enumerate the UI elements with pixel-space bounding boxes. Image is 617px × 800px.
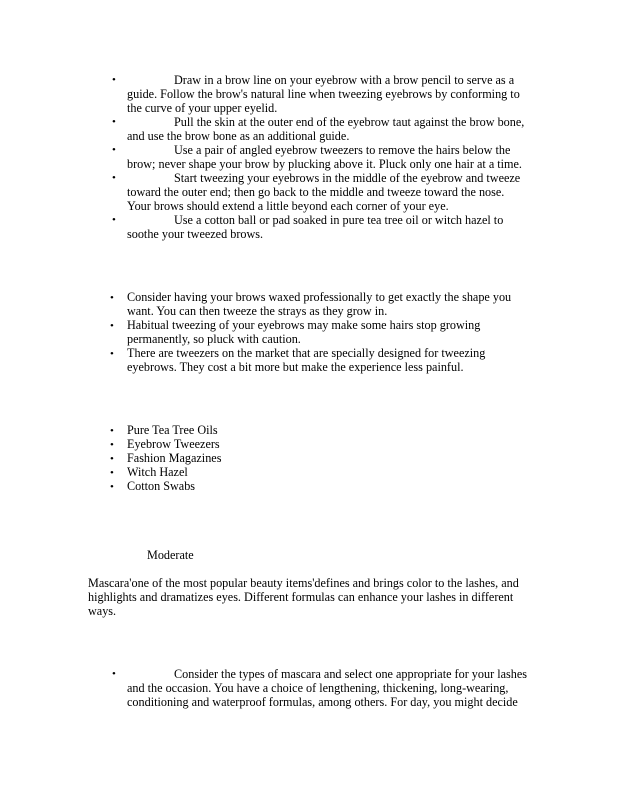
bullet: • bbox=[112, 668, 116, 680]
list-item bbox=[110, 437, 527, 451]
list-item bbox=[112, 171, 527, 213]
thing-text: Fashion Magazines bbox=[127, 451, 222, 465]
tips-list bbox=[110, 290, 527, 374]
bullet: • bbox=[110, 453, 114, 465]
step-text: Pull the skin at the outer end of the eyebrow taut against the brow bone, and use the brow bone as an additional guide. bbox=[127, 115, 525, 143]
step-text: Use a cotton ball or pad soaked in pure tea tree oil or witch hazel to soothe your tweezed brows. bbox=[127, 213, 504, 241]
mascara-intro-paragraph: Mascara'one of the most popular beauty items'defines and brings color to the lashes, and highlights and dramatizes eyes. Different formulas can enhance your lashes in different ways. bbox=[88, 576, 519, 618]
list-item bbox=[110, 318, 527, 346]
bullet: • bbox=[110, 439, 114, 451]
tip-text: There are tweezers on the market that are specially designed for tweezing eyebrows. They cost a bit more but make the experience less painful. bbox=[127, 346, 486, 374]
tip-text: Habitual tweezing of your eyebrows may make some hairs stop growing permanently, so pluck with caution. bbox=[127, 318, 481, 346]
step-text: Consider the types of mascara and select one appropriate for your lashes and the occasion. You have a choice of lengthening, thickening, long-wearing, conditioning and waterproof formulas, among others. For day, you might decide bbox=[127, 667, 527, 709]
step-text: Start tweezing your eyebrows in the middle of the eyebrow and tweeze toward the outer end; then go back to the middle and tweeze toward the nose. Your brows should extend a little beyond each corner of your eye. bbox=[127, 171, 521, 213]
bullet: • bbox=[112, 214, 116, 226]
bullet: • bbox=[112, 116, 116, 128]
thing-text: Cotton Swabs bbox=[127, 479, 196, 493]
list-item bbox=[112, 213, 527, 241]
list-item bbox=[110, 290, 527, 318]
bullet: • bbox=[110, 425, 114, 437]
list-item bbox=[110, 423, 527, 437]
list-item bbox=[112, 667, 527, 709]
thing-text: Eyebrow Tweezers bbox=[127, 437, 220, 451]
thing-text: Witch Hazel bbox=[127, 465, 188, 479]
list-item bbox=[110, 479, 527, 493]
tip-text: Consider having your brows waxed professionally to get exactly the shape you want. You can then tweeze the strays as they grow in. bbox=[127, 290, 512, 318]
bullet: • bbox=[110, 481, 114, 493]
bullet: • bbox=[110, 348, 114, 360]
bullet: • bbox=[112, 144, 116, 156]
bullet: • bbox=[110, 467, 114, 479]
things-needed-list bbox=[110, 423, 527, 493]
step-text: Draw in a brow line on your eyebrow with a brow pencil to serve as a guide. Follow the brow's natural line when tweezing eyebrows by conforming to the curve of your upper eyelid. bbox=[127, 73, 520, 115]
list-item bbox=[110, 451, 527, 465]
bullet: • bbox=[110, 292, 114, 304]
list-item bbox=[110, 465, 527, 479]
mascara-steps-list bbox=[112, 667, 527, 709]
step-text: Use a pair of angled eyebrow tweezers to remove the hairs below the brow; never shape your brow by plucking above it. Pluck only one hair at a time. bbox=[127, 143, 522, 171]
eyebrow-steps-list bbox=[112, 73, 527, 241]
list-item bbox=[110, 346, 527, 374]
list-item bbox=[112, 143, 527, 171]
bullet: • bbox=[112, 74, 116, 86]
bullet: • bbox=[110, 320, 114, 332]
difficulty-label: Moderate bbox=[147, 548, 194, 562]
list-item bbox=[112, 73, 527, 115]
thing-text: Pure Tea Tree Oils bbox=[127, 423, 218, 437]
list-item bbox=[112, 115, 527, 143]
bullet: • bbox=[112, 172, 116, 184]
